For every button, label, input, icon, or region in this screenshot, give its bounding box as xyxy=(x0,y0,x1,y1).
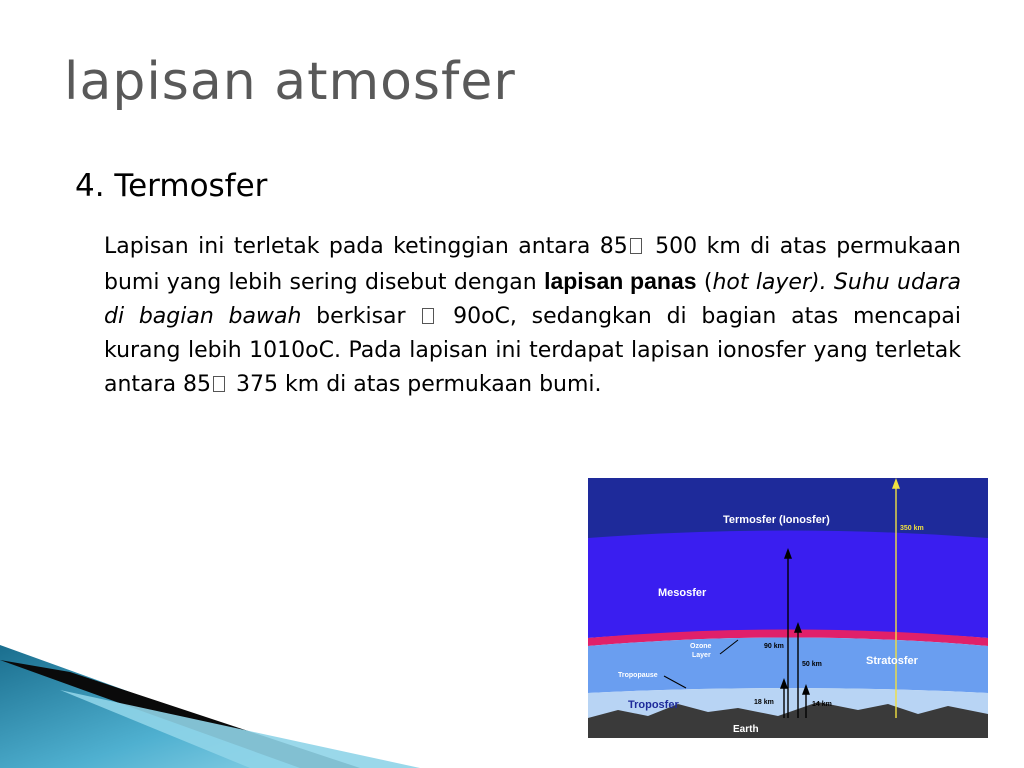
slide-subtitle: 4. Termosfer xyxy=(75,168,268,204)
label-troposfer: Troposfer xyxy=(628,699,679,711)
missing-glyph-icon xyxy=(213,376,225,392)
label-stratosfer: Stratosfer xyxy=(866,655,918,667)
body-paragraph: Lapisan ini terletak pada ketinggian antara 85 500 km di atas permukaan bumi yang lebih sering disebut dengan lapisan panas (hot layer). Suhu udara di bagian bawah berkisar 90oC, sedangkan di bagian atas mencapai kurang lebih 1010oC. Pada lapisan ini terdapat lapisan ionosfer yang terletak antara 85 375 km di atas permukaan bumi. xyxy=(104,234,961,397)
missing-glyph-icon xyxy=(422,308,434,324)
label-ozone-2: Layer xyxy=(692,652,711,659)
label-350km: 350 km xyxy=(900,525,924,532)
label-50km: 50 km xyxy=(802,661,822,668)
label-mesosfer: Mesosfer xyxy=(658,587,707,599)
atmosphere-layers-diagram xyxy=(588,478,988,738)
label-14km: 14 km xyxy=(812,701,832,708)
slide-title: lapisan atmosfer xyxy=(64,52,516,112)
label-earth: Earth xyxy=(733,724,759,735)
label-90km: 90 km xyxy=(764,643,784,650)
label-ozone-1: Ozone xyxy=(690,643,712,650)
label-termosfer: Termosfer (Ionosfer) xyxy=(723,514,830,526)
missing-glyph-icon xyxy=(630,238,642,254)
label-tropopause: Tropopause xyxy=(618,672,658,679)
label-18km: 18 km xyxy=(754,699,774,706)
